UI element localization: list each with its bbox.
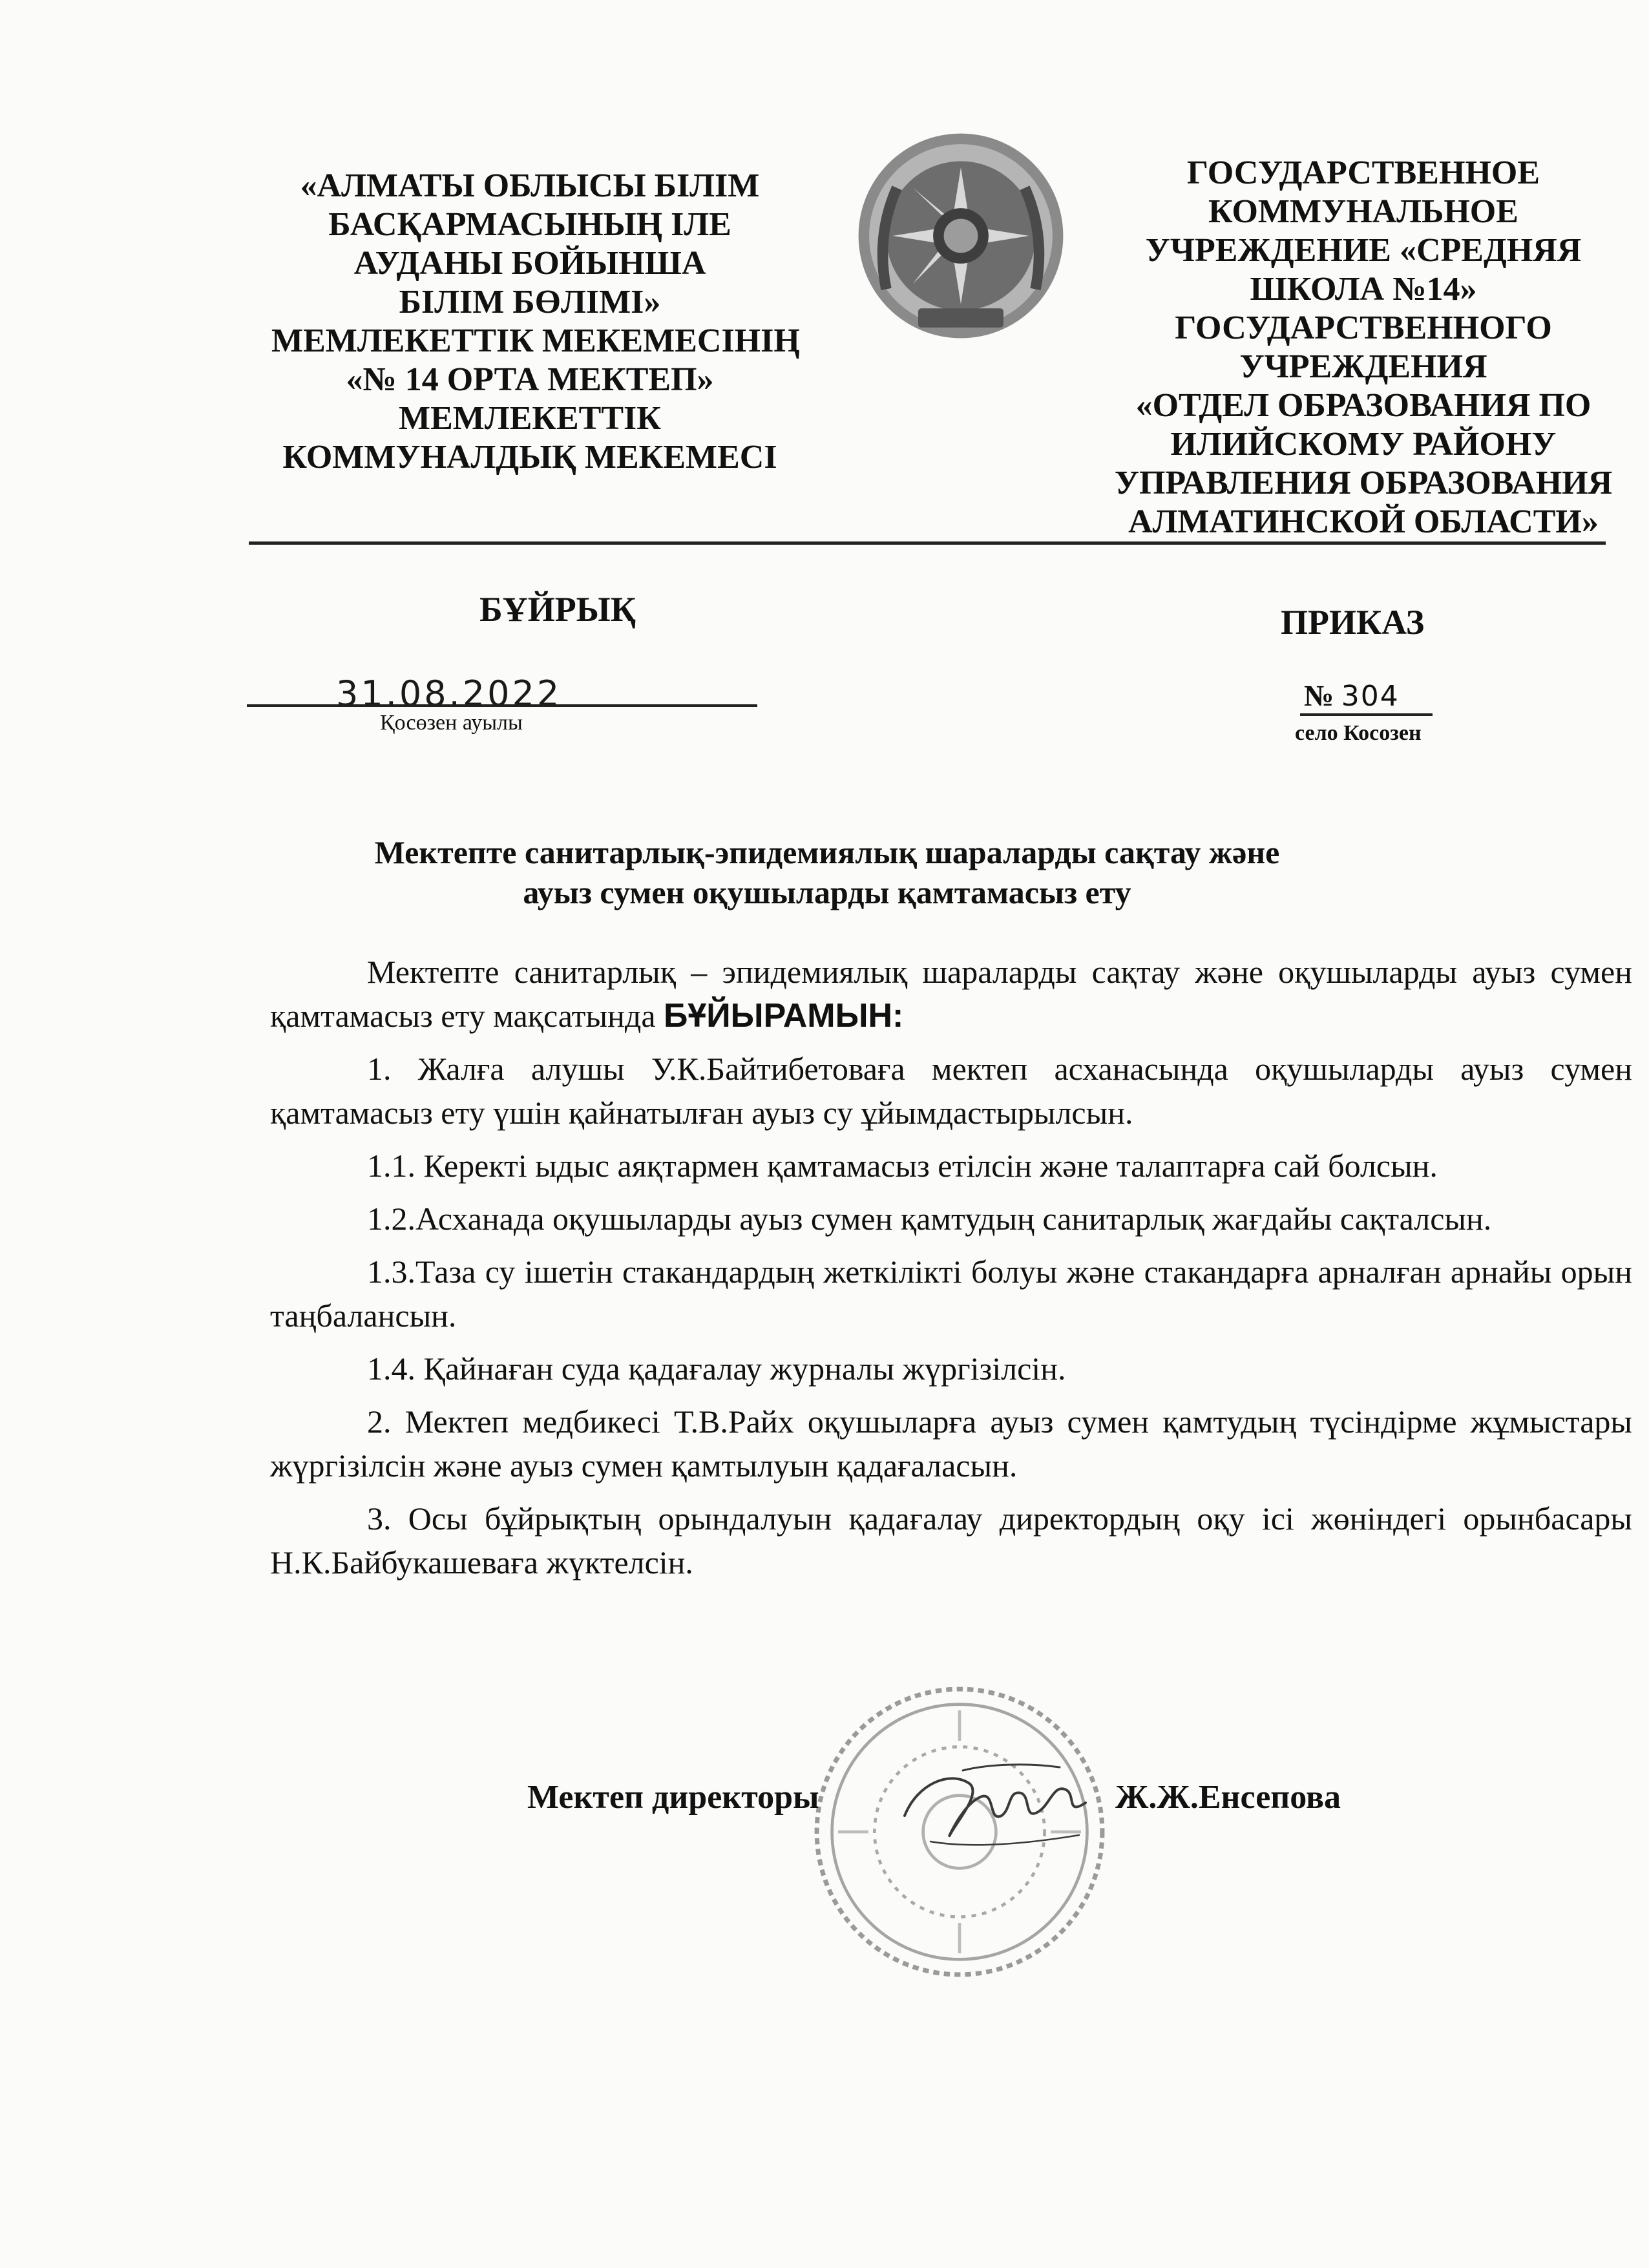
header-left-line: КОММУНАЛДЫҚ МЕКЕМЕСІ [282, 439, 777, 476]
clause-1-4: 1.4. Қайнаған суда қадағалау журналы жүргізілсін. [367, 1350, 1066, 1387]
header-left-line: МЕМЛЕКЕТТІК МЕКЕМЕСІНІҢ [271, 322, 800, 359]
header-right-line: ГОСУДАРСТВЕННОГО [1175, 310, 1552, 346]
date-underline [247, 704, 757, 707]
village-name-kz: Қосөзен ауылы [380, 711, 523, 735]
header-right-line: АЛМАТИНСКОЙ ОБЛАСТИ» [1128, 503, 1599, 540]
intro-paragraph [270, 950, 1632, 1038]
clause-1-3: 1.3.Таза су ішетін стакандардың жеткілікті болуы және стакандарға арналған арнайы орын таңбалансын. [270, 1254, 1632, 1334]
clause-1-2: 1.2.Асханада оқушыларды ауыз сумен қамтудың санитарлық жағдайы сақталсын. [367, 1201, 1492, 1237]
order-keyword: БҰЙЫРАМЫН: [664, 997, 904, 1034]
header-left-line: МЕМЛЕКЕТТІК [399, 400, 661, 437]
header-left-line: БАСҚАРМАСЫНЫҢ ІЛЕ [328, 206, 731, 243]
header-right-line: КОММУНАЛЬНОЕ [1208, 193, 1518, 230]
header-left-line: БІЛІМ БӨЛІМІ» [399, 284, 661, 320]
header-right-line: ГОСУДАРСТВЕННОЕ [1187, 154, 1540, 191]
header-right-line: ШКОЛА №14» [1250, 271, 1477, 308]
clause-3: 3. Осы бұйрықтың орындалуын қадағалау директордың оқу ісі жөніндегі орынбасары Н.К.Байбукашеваға жүктелсін. [270, 1500, 1632, 1580]
header-right-line: «ОТДЕЛ ОБРАЗОВАНИЯ ПО [1135, 387, 1591, 424]
order-title-ru: ПРИКАЗ [1281, 603, 1425, 642]
header-right-ru [1098, 154, 1628, 541]
subject-line: Мектепте санитарлық-эпидемиялық шараларды сақтау және [374, 834, 1280, 870]
village-name-ru: село Косозен [1295, 721, 1422, 745]
subject-line: ауыз сумен оқушыларды қамтамасыз ету [523, 874, 1131, 910]
header-divider [249, 541, 1606, 545]
order-number-value: 304 [1341, 680, 1400, 713]
header-left-line: «АЛМАТЫ ОБЛЫСЫ БІЛІМ [300, 167, 760, 204]
header-left-kz [271, 167, 800, 477]
header-left-line: «№ 14 ОРТА МЕКТЕП» [346, 361, 714, 398]
clause-1: 1. Жалға алушы У.К.Байтибетоваға мектеп асханасында оқушыларды ауыз сумен қамтамасыз ету үшін қайнатылған ауыз су ұйымдастырылсын. [270, 1051, 1632, 1131]
order-number [1304, 678, 1400, 713]
order-number-label: № [1304, 679, 1334, 712]
handwritten-signature-icon [892, 1745, 1098, 1861]
order-date: 31.08.2022 [336, 673, 562, 714]
header-left-line: АУДАНЫ БОЙЫНША [353, 245, 706, 282]
state-emblem-icon [854, 129, 1067, 342]
order-body [270, 950, 1632, 1593]
header-right-line: ИЛИЙСКОМУ РАЙОНУ [1170, 426, 1557, 463]
clause-1-1: 1.1. Керекті ыдыс аяқтармен қамтамасыз етілсін және талаптарға сай болсын. [367, 1148, 1438, 1184]
order-subject [271, 832, 1383, 912]
order-title-kz: БҰЙРЫҚ [479, 590, 636, 629]
clause-2: 2. Мектеп медбикесі Т.В.Райх оқушыларға ауыз сумен қамтудың түсіндірме жұмыстары жүргізілсін және ауыз сумен қамтылуын қадағаласын. [270, 1403, 1632, 1484]
header-right-line: УЧРЕЖДЕНИЕ «СРЕДНЯЯ [1145, 232, 1582, 269]
header-right-line: УЧРЕЖДЕНИЯ [1239, 348, 1487, 385]
signatory-name: Ж.Ж.Енсепова [1115, 1779, 1341, 1816]
header-right-line: УПРАВЛЕНИЯ ОБРАЗОВАНИЯ [1114, 465, 1613, 501]
intro-text: Мектепте санитарлық – эпидемиялық шараларды сақтау және оқушыларды ауыз сумен қамтамасыз ету мақсатында [270, 954, 1632, 1034]
number-underline [1300, 713, 1433, 716]
signature-label: Мектеп директоры [527, 1779, 819, 1816]
